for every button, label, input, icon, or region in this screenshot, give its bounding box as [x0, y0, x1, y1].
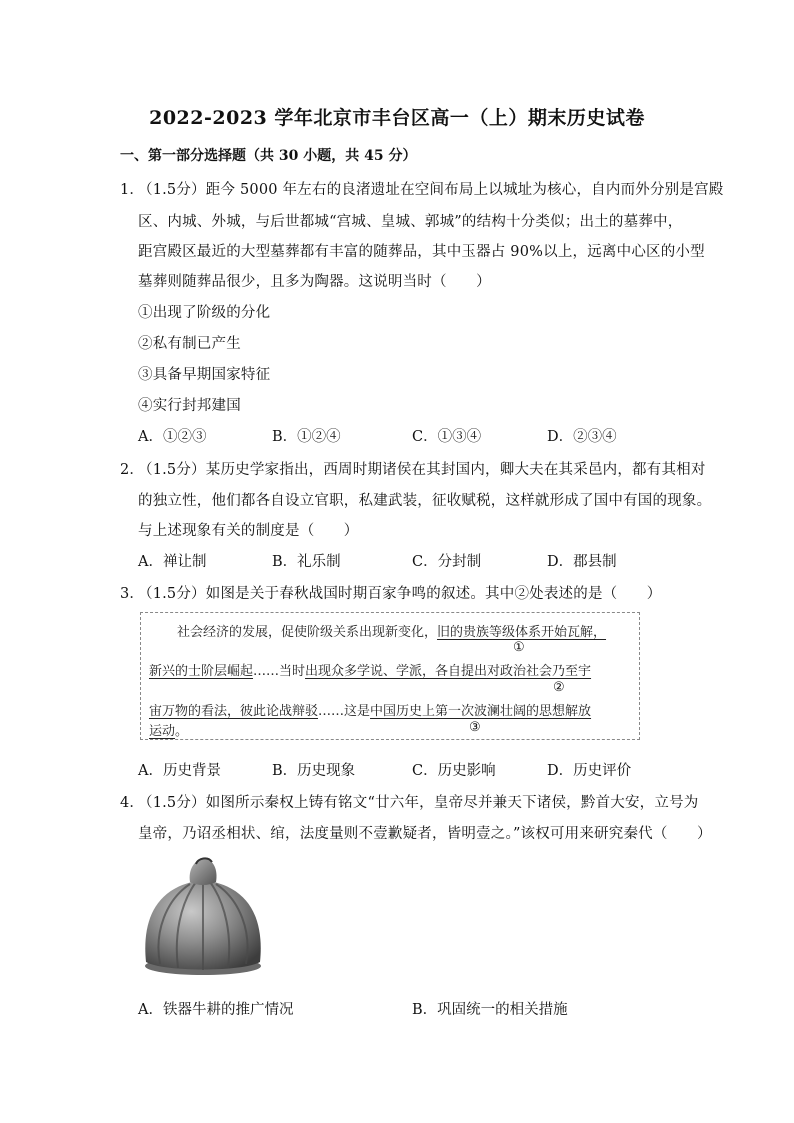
statement-item: ①出现了阶级的分化: [138, 305, 271, 321]
quote-box: [140, 612, 640, 740]
qin-weight-image: [138, 852, 268, 980]
statement-item: ②私有制已产生: [138, 336, 241, 352]
question-text: 区、内城、外城，与后世都城“宫城、皇城、郭城”的结构十分类似；出土的墓葬中，: [138, 214, 683, 230]
question-text: （1.5分）某历史学家指出，西周时期诸侯在其封国内，卿大夫在其采邑内，都有其相对: [138, 462, 706, 478]
option-d[interactable]: D．历史评价: [547, 763, 632, 779]
quote-text: ……这是: [318, 704, 371, 719]
quote-underlined-3: 中国历史上第一次波澜壮阔的思想解放: [370, 704, 592, 719]
quote-underlined-2: 出现众多学说、学派，各自提出对政治社会乃至宇: [305, 664, 592, 679]
question-text: 距宫殿区最近的大型墓葬都有丰富的随葬品，其中玉器占 90%以上，远离中心区的小型: [138, 244, 705, 260]
quote-text: ……当时: [253, 664, 306, 679]
option-b[interactable]: B．巩固统一的相关措施: [412, 1002, 568, 1018]
question-text: 墓葬则随葬品很少，且多为陶器。这说明当时（ ）: [138, 274, 491, 290]
statement-item: ④实行封邦建国: [138, 398, 241, 414]
option-d[interactable]: D．②③④: [547, 429, 617, 445]
statement-item: ③具备早期国家特征: [138, 367, 271, 383]
question-number: 1．: [120, 182, 145, 198]
option-c[interactable]: C．①③④: [412, 429, 482, 445]
question-number: 4．: [120, 795, 145, 811]
quote-underlined-1: 旧的贵族等级体系开始瓦解，: [437, 625, 607, 640]
option-a[interactable]: A．①②③: [138, 429, 207, 445]
marker-2: ②: [553, 680, 565, 695]
quote-text: 社会经济的发展，促使阶级关系出现新变化，: [177, 625, 438, 640]
page-title: 2022-2023 学年北京市丰台区高一（上）期末历史试卷: [149, 107, 645, 129]
quote-underlined: 宙万物的看法，彼此论战辩驳: [149, 704, 319, 719]
option-a[interactable]: A．铁器牛耕的推广情况: [138, 1002, 294, 1018]
question-text: 与上述现象有关的制度是（ ）: [138, 523, 359, 539]
question-text: （1.5分）如图是关于春秋战国时期百家争鸣的叙述。其中②处表述的是（ ）: [138, 586, 662, 602]
question-text: （1.5分）距今 5000 年左右的良渚遗址在空间布局上以城址为核心，自内而外分别是宫殿: [138, 182, 724, 198]
question-number: 3．: [120, 586, 145, 602]
question-number: 2．: [120, 462, 145, 478]
option-a[interactable]: A．禅让制: [138, 554, 207, 570]
question-text: 的独立性，他们都各自设立官职，私建武装，征收赋税，这样就形成了国中有国的现象。: [138, 493, 712, 509]
quote-underlined-3: 运动: [149, 724, 176, 739]
option-a[interactable]: A．历史背景: [138, 763, 221, 779]
option-c[interactable]: C．分封制: [412, 554, 482, 570]
marker-1: ①: [513, 640, 525, 655]
option-c[interactable]: C．历史影响: [412, 763, 496, 779]
section-heading: 一、第一部分选择题（共 30 小题，共 45 分）: [120, 148, 417, 164]
marker-3: ③: [469, 720, 481, 735]
option-b[interactable]: B．①②④: [272, 429, 341, 445]
option-b[interactable]: B．历史现象: [272, 763, 356, 779]
quote-text: 。: [175, 724, 189, 739]
question-text: （1.5分）如图所示秦权上铸有铭文“廿六年，皇帝尽并兼天下诸侯，黔首大安，立号为: [138, 795, 699, 811]
quote-underlined: 新兴的士阶层崛起: [149, 664, 254, 679]
option-b[interactable]: B．礼乐制: [272, 554, 341, 570]
question-text: 皇帝，乃诏丞相状、绾，法度量则不壹歉疑者，皆明壹之。”该权可用来研究秦代（ ）: [138, 826, 712, 842]
option-d[interactable]: D．郡县制: [547, 554, 617, 570]
